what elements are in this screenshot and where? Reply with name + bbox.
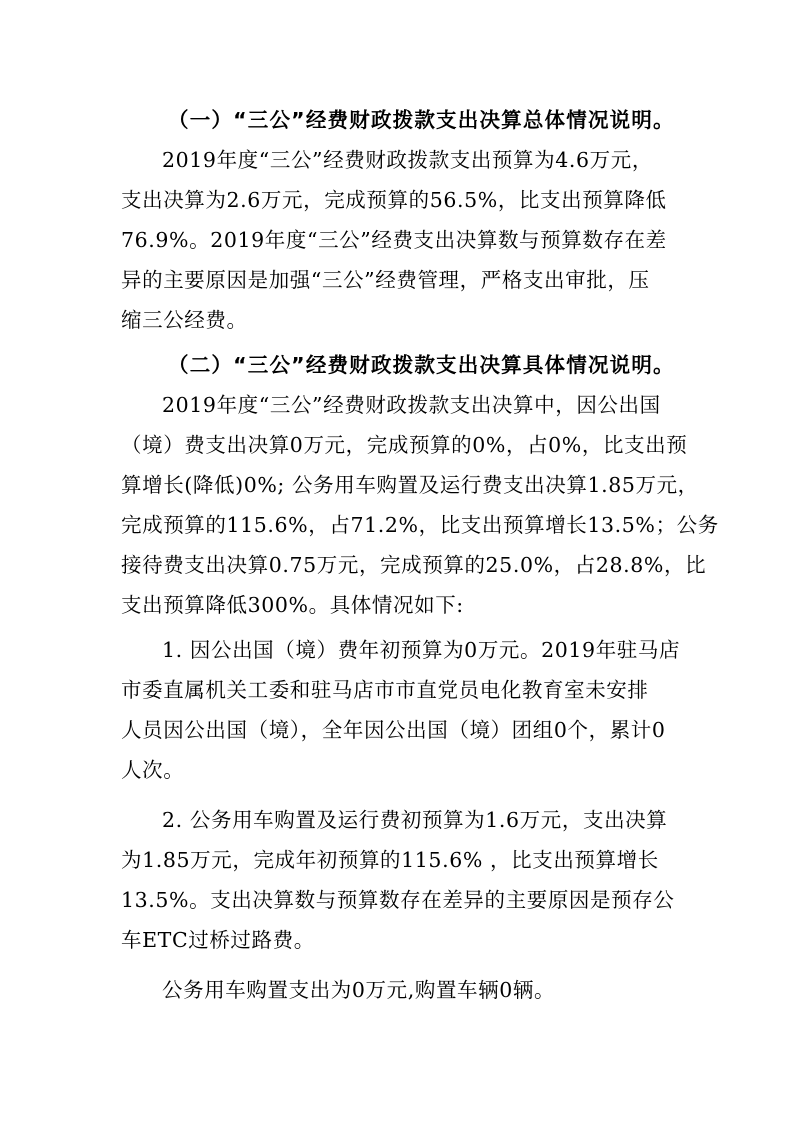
paragraph-line: 2. 公务用车购置及运行费初预算为1.6万元，支出决算 (162, 808, 668, 832)
paragraph-line: 支出预算降低300%。具体情况如下: (121, 593, 464, 617)
paragraph-line: 异的主要原因是加强“三公”经费管理，严格支出审批，压 (121, 268, 650, 292)
paragraph-line: 1. 因公出国（境）费年初预算为0万元。2019年驻马店 (162, 638, 681, 662)
paragraph-line: 为1.85万元，完成年初预算的115.6% ，比支出预算增长 (121, 848, 659, 872)
paragraph-line: 接待费支出决算0.75万元，完成预算的25.0%，占28.8%，比 (121, 553, 707, 577)
paragraph-line: 人员因公出国（境），全年因公出国（境）团组0个，累计0 (121, 718, 666, 742)
paragraph-line: 公务用车购置支出为0万元,购置车辆0辆。 (162, 978, 556, 1002)
paragraph-line: 76.9%。2019年度“三公”经费支出决算数与预算数存在差 (121, 228, 667, 252)
paragraph-line: 市委直属机关工委和驻马店市市直党员电化教育室未安排 (121, 678, 649, 702)
paragraph-line: 完成预算的115.6%，占71.2%，比支出预算增长13.5%；公务 (121, 513, 719, 537)
section-heading-detail: （二）“三公”经费财政拨款支出决算具体情况说明。 (168, 353, 675, 377)
paragraph-line: 人次。 (121, 758, 185, 782)
paragraph-line: 2019年度“三公”经费财政拨款支出预算为4.6万元， (162, 148, 653, 172)
paragraph-line: （境）费支出决算0万元，完成预算的0%，占0%，比支出预 (121, 433, 688, 457)
paragraph-line: 2019年度“三公”经费财政拨款支出决算中，因公出国 (162, 393, 661, 417)
paragraph-line: 13.5%。支出决算数与预算数存在差异的主要原因是预存公 (121, 888, 675, 912)
paragraph-line: 缩三公经费。 (121, 308, 248, 332)
paragraph-line: 车ETC过桥过路费。 (121, 928, 315, 952)
section-heading-overall: （一）“三公”经费财政拨款支出决算总体情况说明。 (168, 108, 675, 132)
paragraph-line: 算增长(降低)0%; 公务用车购置及运行费支出决算1.85万元， (121, 473, 699, 497)
paragraph-line: 支出决算为2.6万元，完成预算的56.5%，比支出预算降低 (121, 188, 667, 212)
